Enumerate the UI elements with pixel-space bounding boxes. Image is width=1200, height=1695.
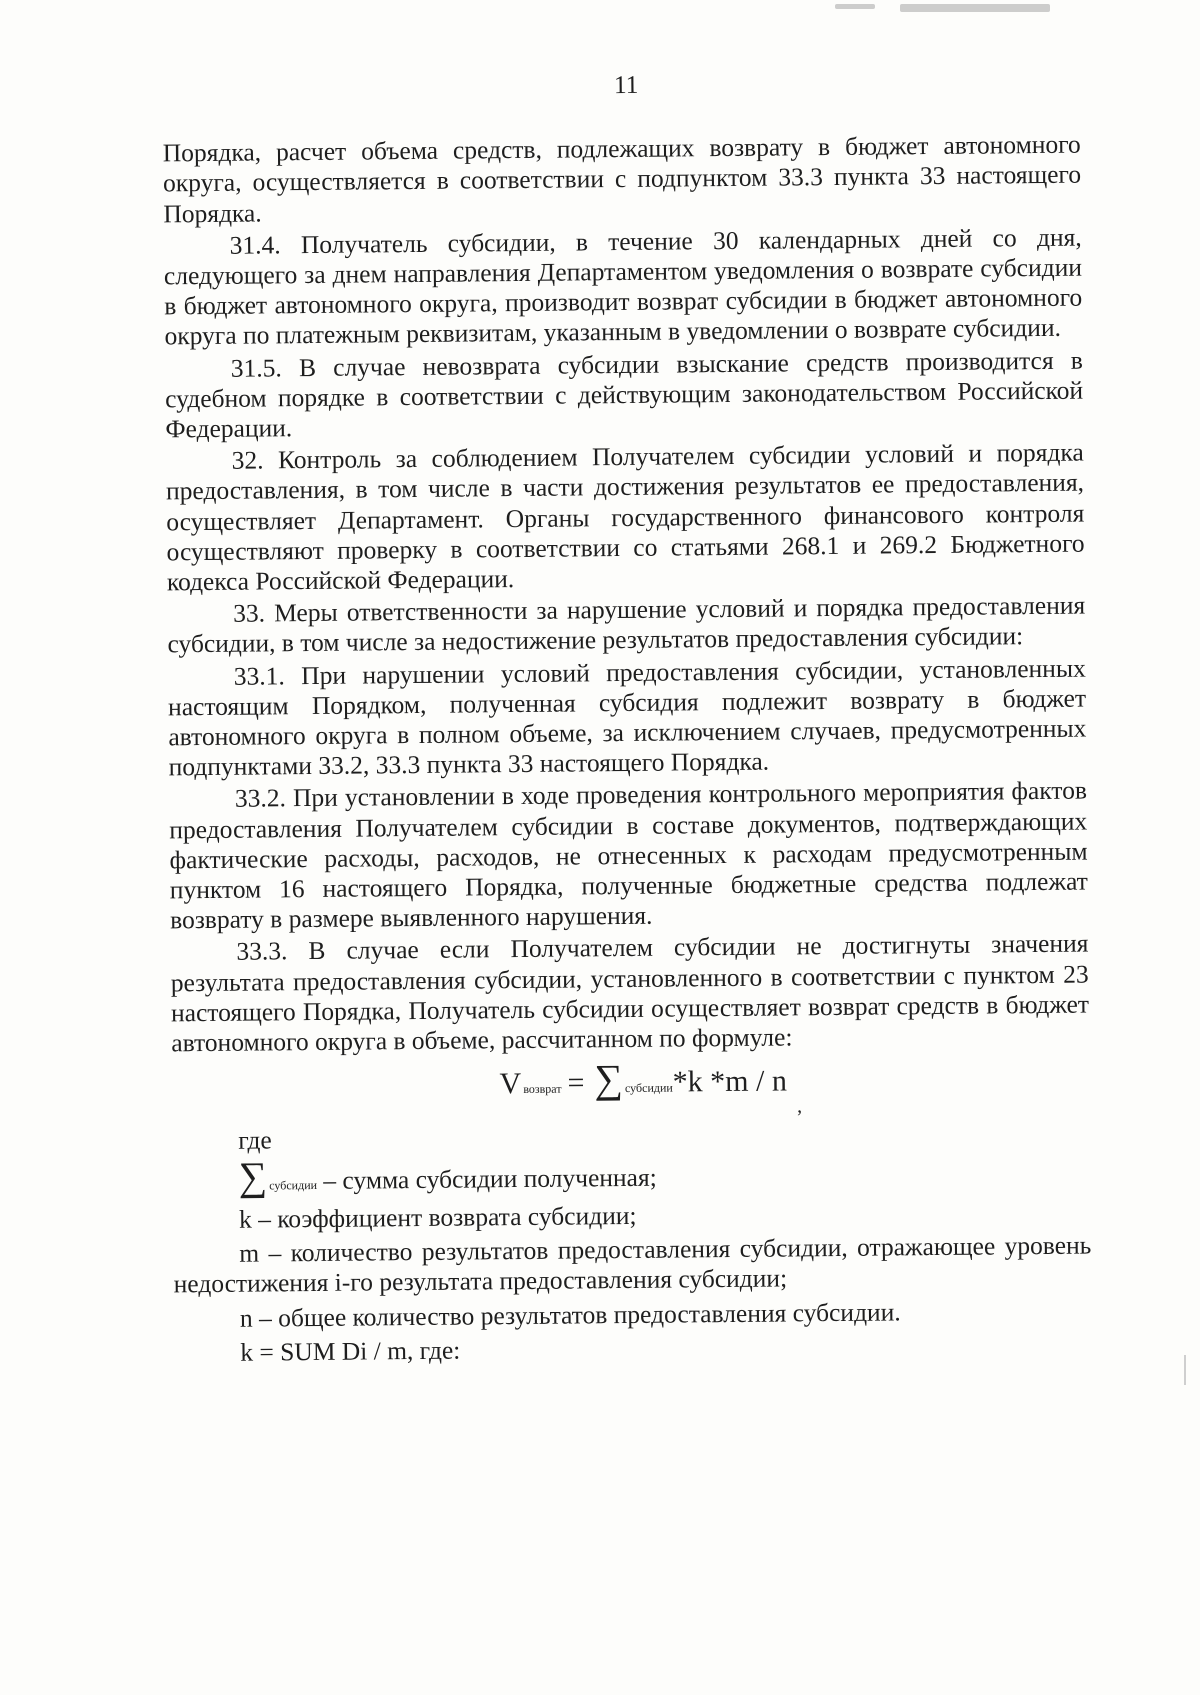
scan-artifact-top-right-small xyxy=(835,4,875,9)
formula-sigma-subscript: субсидии xyxy=(624,1080,673,1096)
scan-artifact-right-edge xyxy=(1184,1355,1186,1385)
sum-icon: ∑ xyxy=(594,1056,624,1102)
paragraph-32: 32. Контроль за соблюдением Получателем субсидии условий и порядка предоставления, в том числе в части достижения результатов ее предоставления, осуществляет Департамент. Органы государственного финансового контроля осуществляют проверку в соответствии со статьями 268.1 и 269.2 Бюджетного кодекса Российской Федерации. xyxy=(165,437,1085,597)
definition-k-formula: k = SUM Di / m, где: xyxy=(240,1335,461,1367)
paragraph-33-2: 33.2. При установлении в ходе проведения контрольного мероприятия фактов предоставления Получателем субсидии в составе документов, подтверждающих фактические расходы, расходов, не отнесенных к расходам предусмотренным пунктом 16 настоящего Порядка, полученные бюджетные средства подлежат возврату в размере выявленного нарушения. xyxy=(169,776,1088,935)
formula-equals: = xyxy=(567,1066,585,1100)
paragraph-33-3: 33.3. В случае если Получателем субсидии не достигнуты значения результата предоставления субсидии, установленного в соответствии с пунктом 23 настоящего Порядка, Получатель субсидии осуществляет возврат средств в бюджет автономного округа в объеме, рассчитанном по формуле: xyxy=(170,929,1090,1058)
formula-rhs: *k *m / n xyxy=(672,1064,788,1099)
paragraph-31-5: 31.5. В случае невозврата субсидии взыскание средств производится в судебном порядке в соответствии с действующим законодательством Российской Федерации. xyxy=(164,345,1084,444)
definition-m: m – количество результатов предоставления субсидии, отражающее уровень недостижения i-го результата предоставления субсидии; xyxy=(173,1230,1092,1299)
definition-sigma-text: – сумма субсидии полученная; xyxy=(316,1162,657,1195)
scan-artifact-top-right xyxy=(900,4,1050,12)
page-number: 11 xyxy=(613,69,639,100)
definition-k: k – коэффициент возврата субсидии; xyxy=(238,1200,637,1234)
sum-icon: ∑ xyxy=(238,1153,268,1199)
definition-sigma-subscript: субсидии xyxy=(269,1177,318,1193)
paragraph-33: 33. Меры ответственности за нарушение условий и порядка предоставления субсидии, в том числе за недостижение результатов предоставления субсидии: xyxy=(167,590,1086,659)
formula-trailing: , xyxy=(797,1095,803,1118)
paragraph-31-4: 31.4. Получатель субсидии, в течение 30 календарных дней со дня, следующего за днем направления Департаментом уведомления о возврате субсидии в бюджет автономного округа, производит возврат субсидии в бюджет автономного округа по платежным реквизитам, указанным в уведомлении о возврате субсидии. xyxy=(163,222,1083,351)
where-label: где xyxy=(238,1124,272,1155)
definition-sigma xyxy=(172,1153,1090,1201)
paragraph-33-1: 33.1. При нарушении условий предоставления субсидии, установленных настоящим Порядком, полученная субсидия подлежит возврату в бюджет автономного округа в полном объеме, за исключением случаев, предусмотренных подпунктами 33.2, 33.3 пункта 33 настоящего Порядка. xyxy=(167,653,1087,782)
return-formula xyxy=(212,1056,1090,1118)
document-page xyxy=(162,66,1092,1373)
paragraph-continuation: Порядка, расчет объема средств, подлежащих возврату в бюджет автономного округа, осуществляется в соответствии с подпунктом 33.3 пункта 33 настоящего Порядка. xyxy=(162,129,1082,229)
formula-lhs-subscript: возврат xyxy=(523,1081,562,1097)
definition-n: n – общее количество результатов предоставления субсидии. xyxy=(239,1296,901,1333)
formula-lhs: V xyxy=(499,1067,522,1101)
